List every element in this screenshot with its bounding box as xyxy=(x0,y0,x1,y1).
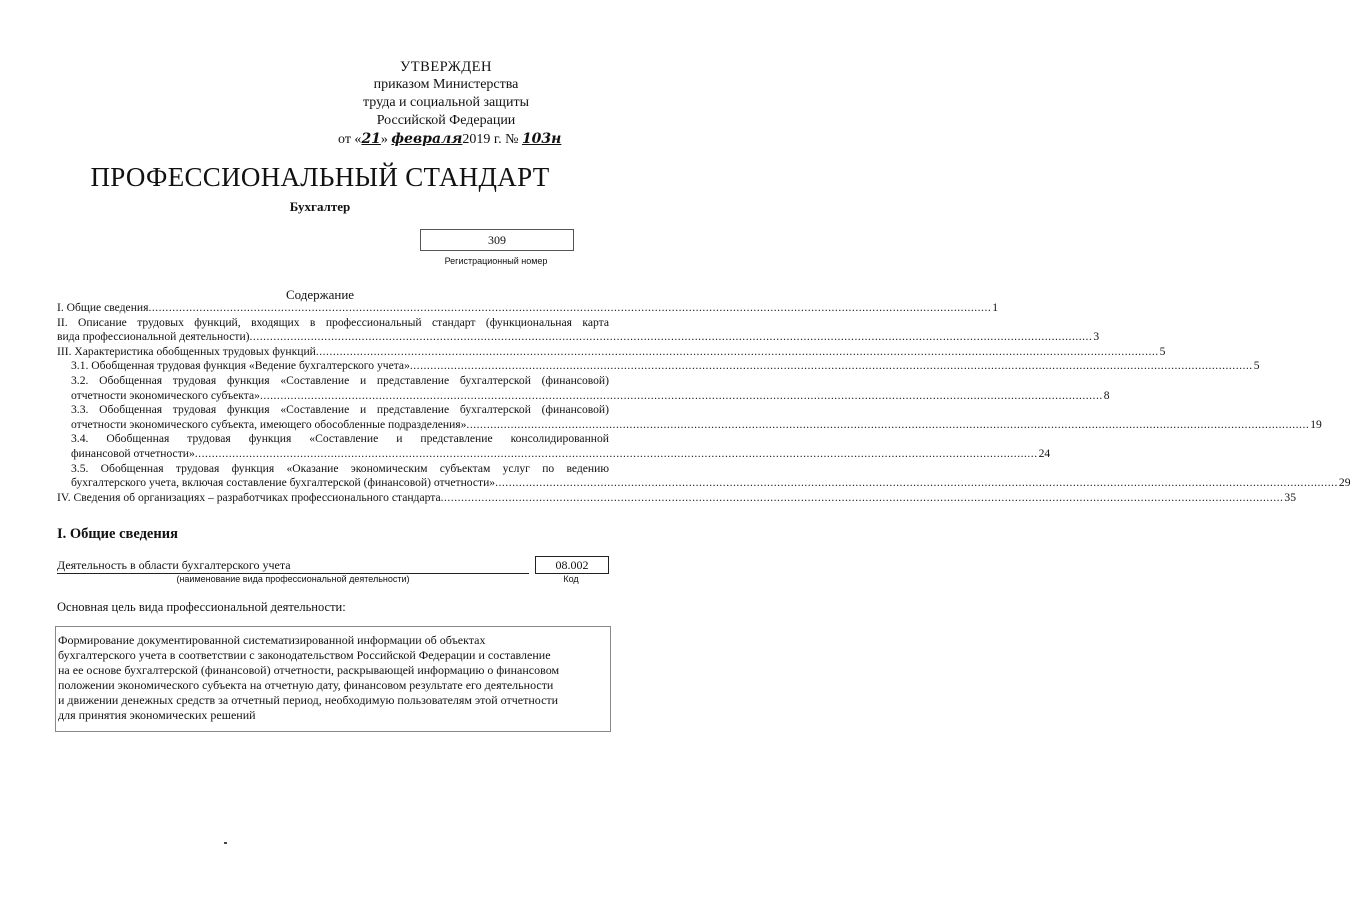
toc-entry-title: I. Общие сведения xyxy=(57,301,149,314)
handwritten-order-number: 103н xyxy=(521,131,562,147)
toc-entry-page: 8 xyxy=(1103,388,1110,402)
goal-box xyxy=(55,626,611,732)
toc-heading: Содержание xyxy=(285,287,355,302)
section-heading: I. Общие сведения xyxy=(57,526,178,542)
toc-entry xyxy=(57,388,1110,404)
toc-entry-title-line: 3.4. Обобщенная трудовая функция «Составление и представление консолидированной xyxy=(71,432,609,446)
goal-text xyxy=(58,633,606,722)
toc-entry-title: IV. Сведения об организациях – разработчиках профессионального стандарта xyxy=(57,490,441,504)
toc-entry-page: 35 xyxy=(1284,490,1296,504)
toc-entry-page: 3 xyxy=(1093,330,1100,344)
approval-date-line xyxy=(330,130,562,149)
approval-line: приказом Министерства xyxy=(373,77,519,92)
toc-entry-title-line: 3.3. Обобщенная трудовая функция «Составление и представление бухгалтерской (финансовой) xyxy=(71,403,609,417)
toc-entry xyxy=(57,301,999,316)
toc-entry-title-line: 3.2. Обобщенная трудовая функция «Составление и представление бухгалтерской (финансовой) xyxy=(71,373,609,387)
approval-block xyxy=(330,58,562,149)
toc-entry-page: 24 xyxy=(1038,446,1051,460)
toc-entry-page: 5 xyxy=(1253,359,1260,373)
date-mid: » xyxy=(380,132,388,147)
goal-text-line: бухгалтерского учета в соответствии с законодательством Российской Федерации и составление xyxy=(58,647,551,662)
toc-entry-page: 29 xyxy=(1338,476,1351,490)
toc-entry-title: III. Характеристика обобщенных трудовых функций xyxy=(57,344,316,358)
toc-entry-page: 5 xyxy=(1159,344,1166,358)
handwritten-month: февраля xyxy=(391,131,463,147)
document-title: ПРОФЕССИОНАЛЬНЫЙ СТАНДАРТ xyxy=(90,162,550,192)
approval-line: труда и социальной защиты xyxy=(363,95,529,110)
toc-entry-page: 19 xyxy=(1310,417,1322,431)
goal-text-line: на ее основе бухгалтерской (финансовой) отчетности, раскрывающей информацию о финансовом xyxy=(58,662,560,677)
toc-entry xyxy=(57,476,1351,491)
toc-entry-title: финансовой отчетности» xyxy=(71,446,195,460)
registration-number-label: Регистрационный номер xyxy=(444,256,548,266)
activity-code-label: Код xyxy=(563,574,579,584)
approval-line: Российской Федерации xyxy=(376,113,516,128)
date-prefix: от « xyxy=(338,132,362,147)
toc-entry-title-line: II. Описание трудовых функций, входящих в профессиональный стандарт (функциональная карта xyxy=(57,315,609,329)
toc-entry xyxy=(57,344,1166,360)
goal-text-line: для принятия экономических решений xyxy=(58,707,256,722)
year-text: 2019 г. № xyxy=(462,132,519,147)
goal-text-line: и движении денежных средств за отчетный период, необходимую пользователям этой отчетности xyxy=(58,692,559,707)
handwritten-day: 21 xyxy=(361,131,381,147)
toc-entry xyxy=(57,359,1260,374)
toc-entry-title: отчетности экономического субъекта, имеющего обособленные подразделения» xyxy=(71,417,467,431)
goal-text-line: Формирование документированной систематизированной информации об объектах xyxy=(58,633,486,647)
toc-entry-title-line: 3.5. Обобщенная трудовая функция «Оказание экономическим субъектам услуг по ведению xyxy=(71,461,609,475)
toc-entry xyxy=(57,490,1296,506)
toc-entry-title: отчетности экономического субъекта» xyxy=(71,388,260,402)
toc-entry-page: 1 xyxy=(992,301,999,314)
toc-entry xyxy=(57,446,1051,462)
document-subtitle: Бухгалтер xyxy=(289,199,351,214)
toc-entry xyxy=(57,417,1322,433)
toc-entry-title: вида профессиональной деятельности) xyxy=(57,330,250,344)
registration-number-box: 309 xyxy=(420,229,574,251)
approval-title: УТВЕРЖДЕН xyxy=(400,59,492,75)
activity-caption: (наименование вида профессиональной деятельности) xyxy=(176,574,410,584)
toc-entry-title: 3.1. Обобщенная трудовая функция «Ведение бухгалтерского учета» xyxy=(71,359,410,373)
activity-code-box: 08.002 xyxy=(535,556,609,574)
table-of-contents xyxy=(57,301,1351,505)
toc-entry-title: бухгалтерского учета, включая составление бухгалтерской (финансовой) отчетности» xyxy=(71,476,496,490)
goal-text-line: положении экономического субъекта на отчетную дату, финансовом результате его деятельности xyxy=(58,677,554,692)
toc-entry xyxy=(57,330,1100,345)
activity-name: Деятельность в области бухгалтерского учета xyxy=(57,557,529,574)
goal-label: Основная цель вида профессиональной деятельности: xyxy=(57,600,346,614)
scan-speck xyxy=(224,842,227,844)
